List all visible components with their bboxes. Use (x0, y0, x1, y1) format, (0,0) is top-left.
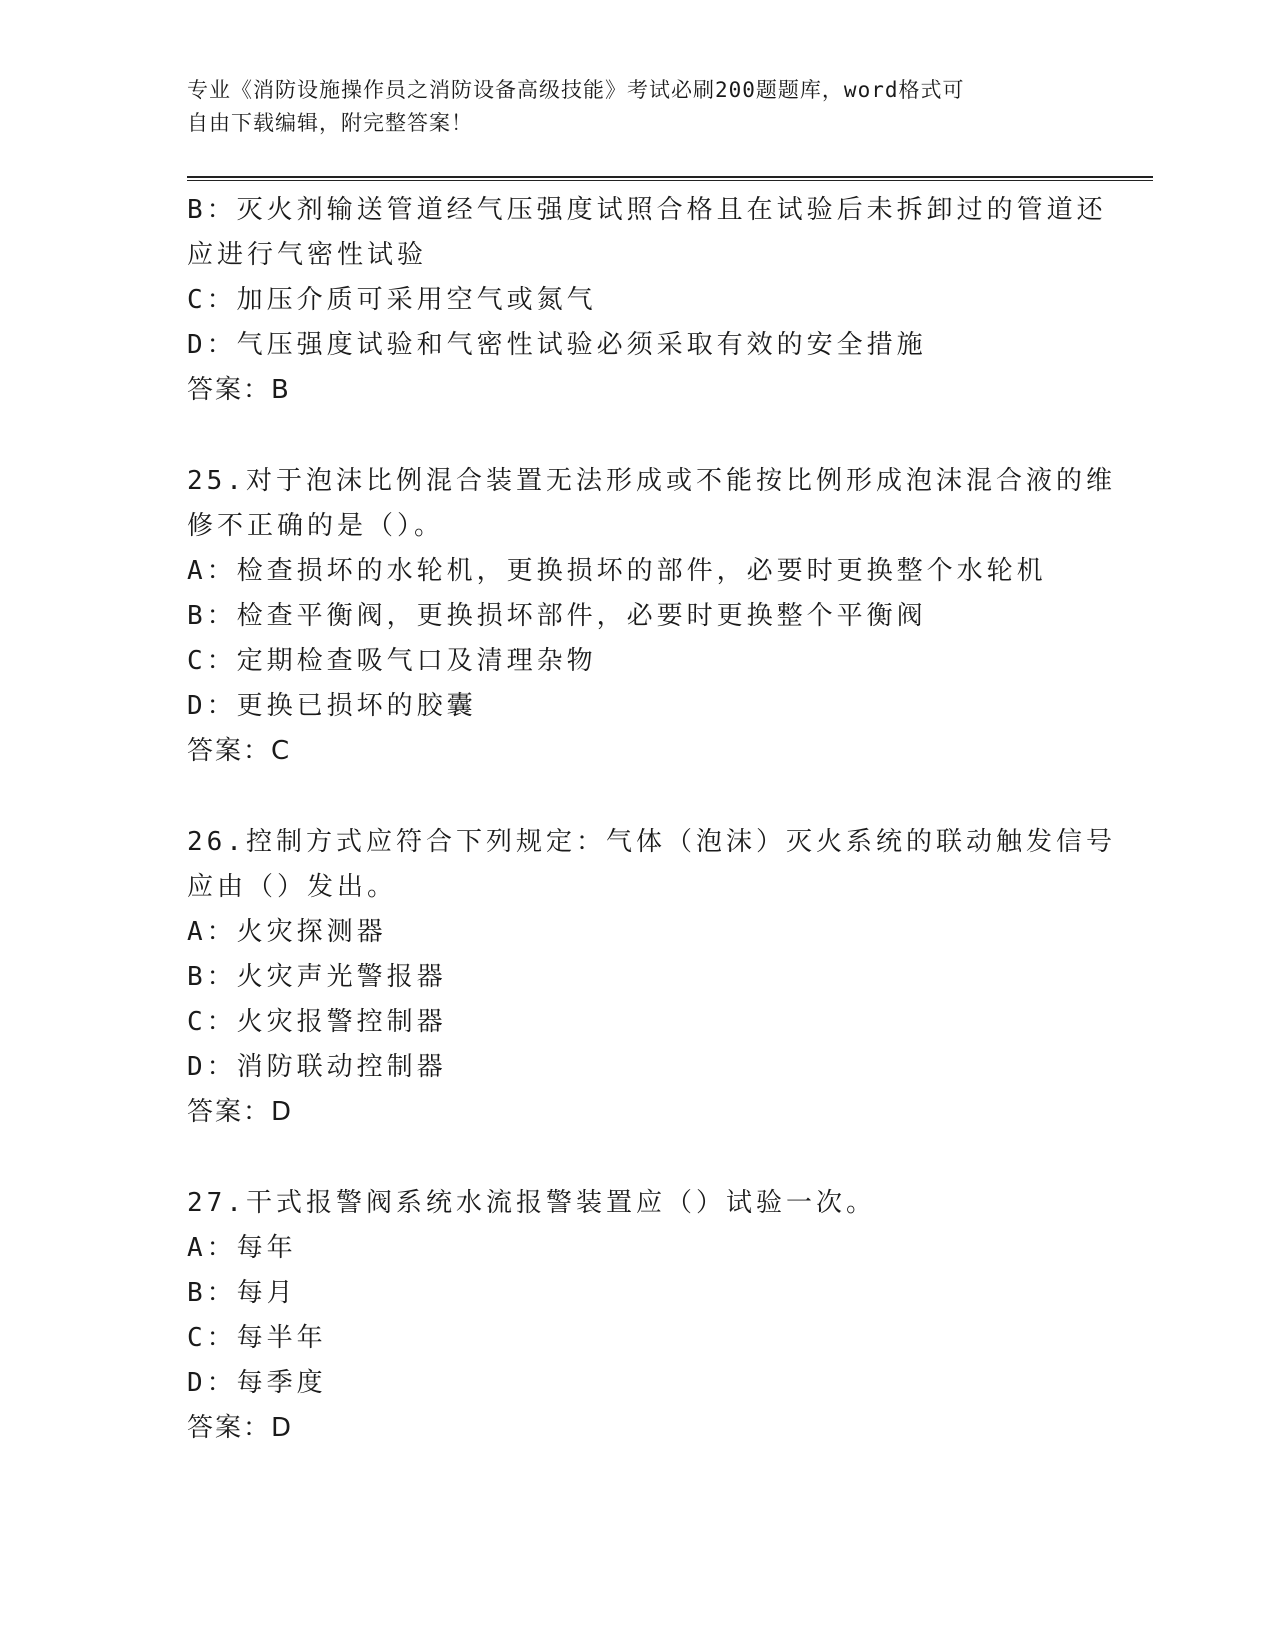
spacer (187, 1135, 1077, 1181)
q25-stem-line-2: 修不正确的是（）。 (187, 511, 445, 541)
question-24 (187, 188, 1107, 413)
q24-option-b-line-2: 应进行气密性试验 (187, 240, 428, 270)
q27-option-d: D：每季度 (187, 1368, 327, 1398)
document-header (187, 74, 1067, 140)
question-25 (187, 459, 1116, 774)
q25-answer: 答案：C (187, 736, 292, 766)
q26-option-d: D：消防联动控制器 (187, 1052, 447, 1082)
question-27 (187, 1181, 1077, 1451)
q26-stem-line-1: 26.控制方式应符合下列规定：气体（泡沫）灭火系统的联动触发信号 (187, 827, 1116, 857)
q25-option-d: D：更换已损坏的胶囊 (187, 691, 477, 721)
q26-option-b: B：火灾声光警报器 (187, 962, 447, 992)
q26-option-c: C：火灾报警控制器 (187, 1007, 447, 1037)
q25-option-b: B：检查平衡阀，更换损坏部件，必要时更换整个平衡阀 (187, 601, 927, 631)
question-list (187, 188, 1116, 1451)
q26-answer: 答案：D (187, 1097, 294, 1127)
q25-option-a: A：检查损坏的水轮机，更换损坏的部件，必要时更换整个水轮机 (187, 556, 1047, 586)
q24-option-c: C：加压介质可采用空气或氮气 (187, 285, 597, 315)
q26-stem-line-2: 应由（）发出。 (187, 872, 398, 902)
q27-stem-line-1: 27.干式报警阀系统水流报警装置应（）试验一次。 (187, 1188, 876, 1218)
q25-option-c: C：定期检查吸气口及清理杂物 (187, 646, 597, 676)
header-divider (187, 176, 1153, 181)
q24-option-d: D：气压强度试验和气密性试验必须采取有效的安全措施 (187, 330, 927, 360)
header-line-2: 自由下载编辑，附完整答案！ (187, 111, 473, 135)
spacer (187, 413, 1077, 459)
q24-option-b-line-1: B：灭火剂输送管道经气压强度试照合格且在试验后未拆卸过的管道还 (187, 195, 1107, 225)
question-26 (187, 820, 1116, 1135)
header-line-1: 专业《消防设施操作员之消防设备高级技能》考试必刷200题题库，word格式可 (187, 78, 965, 102)
q26-option-a: A：火灾探测器 (187, 917, 387, 947)
q27-option-b: B：每月 (187, 1278, 297, 1308)
q27-answer: 答案：D (187, 1413, 294, 1443)
q25-stem-line-1: 25.对于泡沫比例混合装置无法形成或不能按比例形成泡沫混合液的维 (187, 466, 1116, 496)
spacer (187, 774, 1077, 820)
q24-answer: 答案：B (187, 375, 291, 405)
q27-option-c: C：每半年 (187, 1323, 327, 1353)
q27-option-a: A：每年 (187, 1233, 297, 1263)
